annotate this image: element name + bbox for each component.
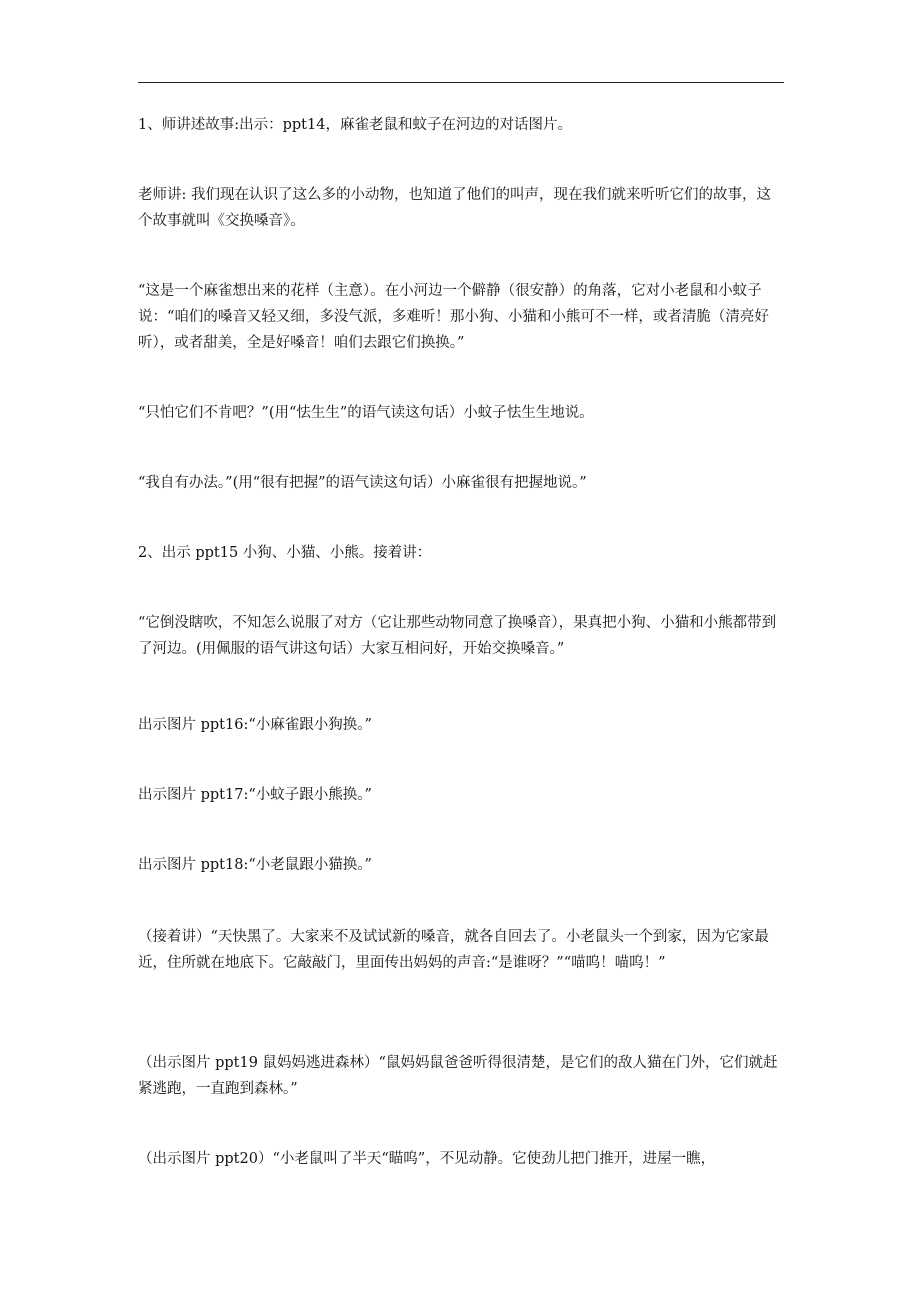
paragraph-mouse-home: （接着讲）“天快黑了。大家来不及试试新的嗓音，就各自回去了。小老鼠头一个到家，因为它家最近，住所就在地底下。它敲敲门，里面传出妈妈的声音:“是谁呀？”“喵呜！喵呜！” <box>138 929 769 971</box>
header-rule <box>138 82 784 83</box>
paragraph-ppt18: 出示图片 ppt18:“小老鼠跟小猫换。” <box>138 857 372 873</box>
paragraph-exchange-start: “它倒没瞎吹，不知怎么说服了对方（它让那些动物同意了换嗓音），果真把小狗、小猫和小熊都带到了河边。(用佩服的语气讲这句话）大家互相问好，开始交换嗓音。” <box>138 615 777 657</box>
paragraph-sparrow-confident: “我自有办法。”(用“很有把握”的语气读这句话）小麻雀很有把握地说。” <box>138 475 587 491</box>
paragraph-mosquito-worry: “只怕它们不肯吧？”(用“怯生生”的语气读这句话）小蚊子怯生生地说。 <box>138 405 594 421</box>
paragraph-step-2: 2、出示 ppt15 小狗、小猫、小熊。接着讲： <box>138 545 432 561</box>
paragraph-ppt17: 出示图片 ppt17:“小蚊子跟小熊换。” <box>138 787 372 803</box>
paragraph-ppt19: （出示图片 ppt19 鼠妈妈逃进森林）“鼠妈妈鼠爸爸听得很清楚，是它们的敌人猫在门外，它们就赶紧逃跑，一直跑到森林。” <box>138 1055 778 1097</box>
paragraph-teacher-intro: 老师讲: 我们现在认识了这么多的小动物，也知道了他们的叫声，现在我们就来听听它们的故事，这个故事就叫《交换嗓音》。 <box>138 187 771 229</box>
paragraph-sparrow-idea: “这是一个麻雀想出来的花样（主意）。在小河边一个僻静（很安静）的角落，它对小老鼠和小蚊子说：“咱们的嗓音又轻又细，多没气派，多难听！那小狗、小猫和小熊可不一样，或者清脆（清亮好听），或者甜美，全是好嗓音！咱们去跟它们换换。” <box>138 283 769 351</box>
paragraph-step-1: 1、师讲述故事:出示：ppt14，麻雀老鼠和蚊子在河边的对话图片。 <box>138 117 572 133</box>
paragraph-ppt20: （出示图片 ppt20）“小老鼠叫了半天“瞄呜”，不见动静。它使劲儿把门推开，进屋一瞧， <box>138 1151 716 1167</box>
paragraph-ppt16: 出示图片 ppt16:“小麻雀跟小狗换。” <box>138 717 372 733</box>
